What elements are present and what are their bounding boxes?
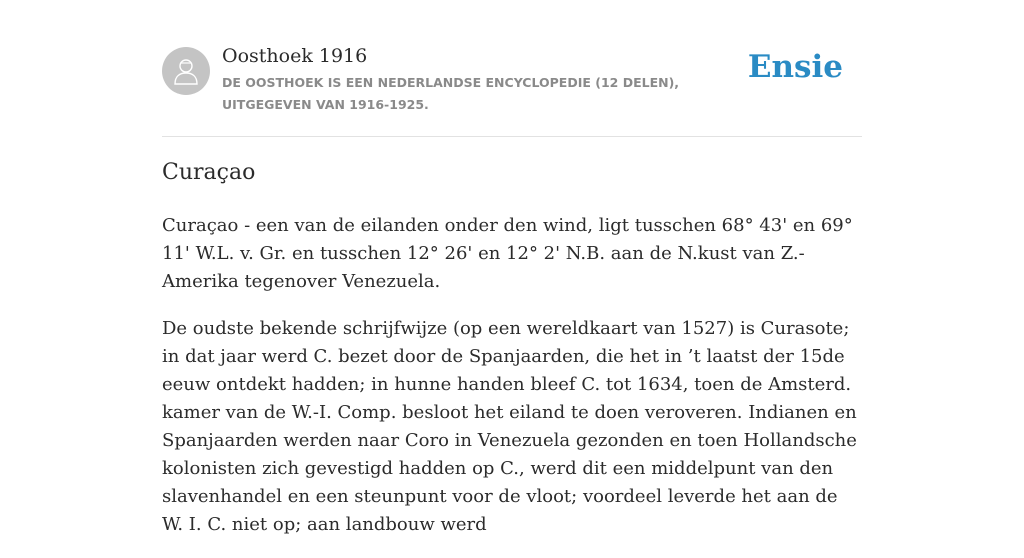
source-header	[162, 0, 862, 137]
article-paragraph: De oudste bekende schrijfwijze (op een wereldkaart van 1527) is Curasote; in dat jaar werd C. bezet door de Spanjaarden, die het in ’t laatst der 15de eeuw ontdekt hadden; in hunne handen bleef C. tot 1634, toen de Amsterd. kamer van de W.-I. Comp. besloot het eiland te doen veroveren. Indianen en Spanjaarden werden naar Coro in Venezuela gezonden en toen Hollandsche kolonisten zich gevestigd hadden op C., werd dit een middelpunt van den slavenhandel en een steunpunt voor de vloot; voordeel leverde het aan de W. I. C. niet op; aan landbouw werd	[162, 318, 857, 535]
article-body	[162, 212, 862, 558]
source-description: DE OOSTHOEK IS EEN NEDERLANDSE ENCYCLOPEDIE (12 DELEN), UITGEGEVEN VAN 1916-1925.	[222, 75, 680, 112]
page-container	[162, 0, 862, 535]
source-title[interactable]: Oosthoek 1916	[222, 45, 368, 67]
article-paragraph: Curaçao - een van de eilanden onder den wind, ligt tusschen 68° 43' en 69° 11' W.L. v. Gr. en tusschen 12° 26' en 12° 2' N.B. aan de N.kust van Z.-Amerika tegenover Venezuela.	[162, 215, 853, 292]
ensie-logo[interactable]: Ensie	[747, 49, 843, 85]
avatar[interactable]	[162, 47, 210, 95]
article-title: Curaçao	[162, 160, 256, 185]
user-icon	[173, 57, 199, 85]
